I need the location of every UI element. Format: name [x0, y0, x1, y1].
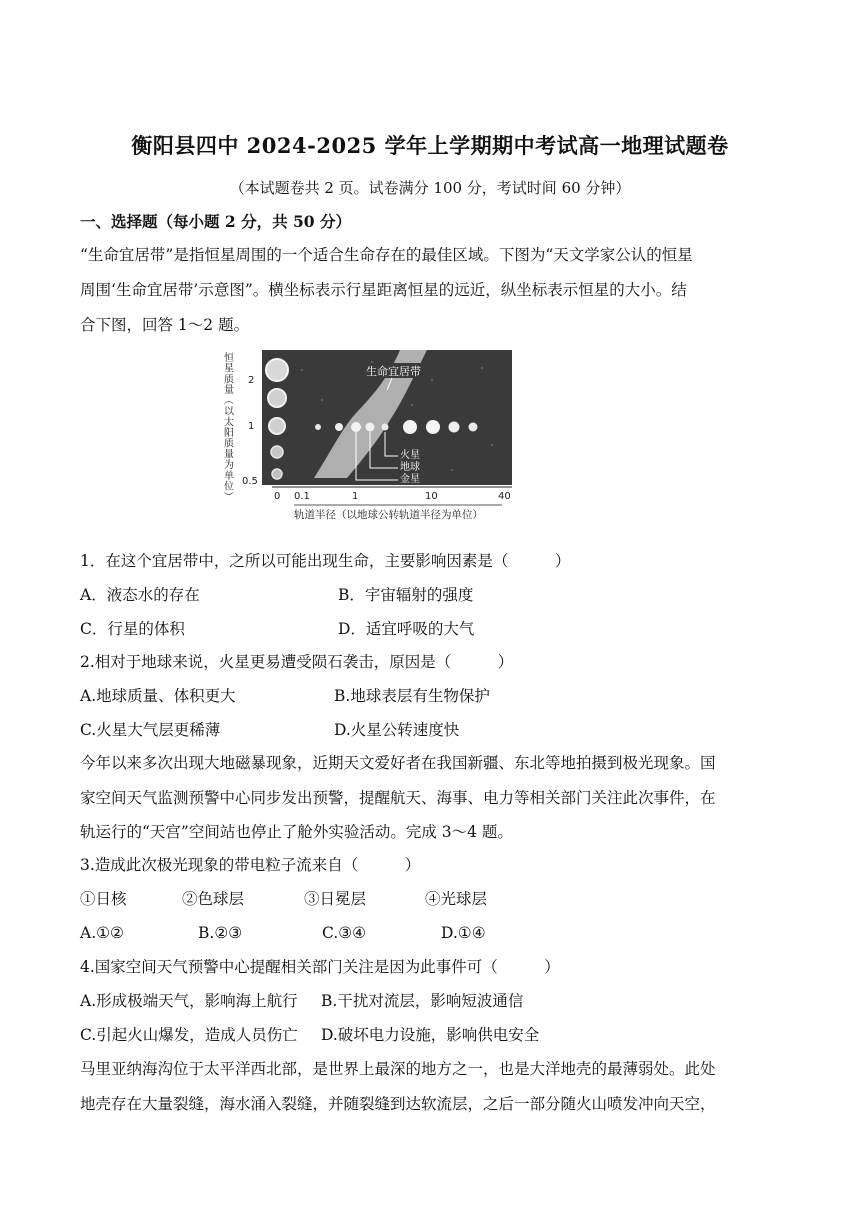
q1-option-c: C．行星的体积: [80, 620, 185, 638]
figure-ylabel-char: 量: [224, 449, 234, 461]
figure-ylabel-char: ）: [222, 491, 233, 502]
intro1-line-2: 周围‘生命宜居带’示意图”。横坐标表示行星距离恒星的远近，纵坐标表示恒星的大小。结: [80, 281, 687, 299]
xtick-10: 10: [425, 491, 438, 502]
ytick-1: 1: [248, 421, 255, 432]
xtick-40: 40: [498, 491, 511, 502]
xtick-0-1: 0.1: [294, 491, 310, 502]
planet-label-earth: 地球: [400, 462, 420, 473]
figure-ylabel-char: 位: [224, 481, 234, 493]
q2-option-d: D.火星公转速度快: [334, 721, 460, 739]
intro3-line-2: 地壳存在大量裂缝，海水涌入裂缝，并随裂缝到达软流层，之后一部分随火山喷发冲向天空，: [80, 1095, 716, 1113]
q3-item-3: ③日冕层: [304, 890, 367, 908]
figure-ylabel-char: 阳: [224, 428, 234, 439]
planet-label-mars: 火星: [400, 450, 420, 461]
figure-ylabel-char: 量: [224, 385, 234, 397]
figure-ylabel-char: 质: [224, 438, 234, 450]
q4-option-d: D.破坏电力设施，影响供电安全: [321, 1026, 540, 1044]
xtick-1: 1: [352, 491, 359, 502]
q2-option-c: C.火星大气层更稀薄: [80, 721, 221, 739]
page-title: 衡阳县四中 2024-2025 学年上学期期中考试高一地理试题卷: [131, 133, 729, 158]
q1-option-d: D．适宜呼吸的大气: [338, 620, 475, 638]
band-label: 生命宜居带: [366, 365, 421, 378]
intro3-line-1: 马里亚纳海沟位于太平洋西北部，是世界上最深的地方之一，也是大洋地壳的最薄弱处。此处: [80, 1060, 716, 1078]
q3-option-a: A.①②: [80, 924, 124, 942]
q2-option-b: B.地球表层有生物保护: [334, 687, 490, 705]
q3-item-2: ②色球层: [182, 890, 245, 908]
q3-option-b: B.②③: [198, 924, 243, 942]
figure-ylabel-char: 星: [224, 363, 234, 375]
q1-stem: 1．在这个宜居带中，之所以可能出现生命，主要影响因素是（ ）: [80, 552, 571, 570]
intro1-line-1: “生命宜居带”是指恒星周围的一个适合生命存在的最佳区域。下图为“天文学家公认的恒星: [80, 246, 693, 264]
intro2-line-3: 轨运行的“天宫”空间站也停止了舱外实验活动。完成 3～4 题。: [80, 823, 513, 841]
q3-option-c: C.③④: [322, 924, 367, 942]
q4-option-a: A.形成极端天气，影响海上航行: [80, 992, 298, 1010]
figure-ylabel-char: 质: [224, 374, 234, 386]
habitable-zone-figure: [222, 350, 522, 522]
figure-ylabel-char: 以: [224, 406, 234, 418]
figure-ylabel: [222, 351, 235, 501]
ytick-0-5: 0.5: [242, 476, 258, 487]
ytick-2: 2: [248, 375, 255, 386]
q2-option-a: A.地球质量、体积更大: [80, 687, 236, 705]
xtick-0: 0: [274, 491, 281, 502]
intro2-line-1: 今年以来多次出现大地磁暴现象，近期天文爱好者在我国新疆、东北等地拍摄到极光现象。国: [80, 754, 716, 772]
q4-option-c: C.引起火山爆发，造成人员伤亡: [80, 1026, 298, 1044]
q1-option-b: B．宇宙辐射的强度: [338, 586, 474, 604]
figure-ylabel-char: 恒: [224, 353, 234, 364]
figure-ylabel-char: 太: [224, 417, 234, 429]
section-heading: 一、选择题（每小题 2 分，共 50 分）: [80, 212, 351, 231]
q4-stem: 4.国家空间天气预警中心提醒相关部门关注是因为此事件可（ ）: [80, 958, 560, 976]
q3-option-d: D.①④: [441, 924, 486, 942]
q3-item-4: ④光球层: [425, 890, 488, 908]
intro1-line-3: 合下图，回答 1～2 题。: [80, 316, 250, 334]
figure-ylabel-char: 单: [224, 470, 234, 482]
exam-subtitle: （本试题卷共 2 页。试卷满分 100 分，考试时间 60 分钟）: [229, 179, 631, 197]
figure-ylabel-char: （: [222, 394, 233, 405]
planet-label-venus: 金星: [400, 474, 420, 485]
figure-xlabel: 轨道半径（以地球公转轨道半径为单位）: [294, 509, 483, 521]
intro2-line-2: 家空间天气监测预警中心同步发出预警，提醒航天、海事、电力等相关部门关注此次事件，在: [80, 789, 716, 807]
q4-option-b: B.干扰对流层，影响短波通信: [321, 992, 524, 1010]
q3-item-1: ①日核: [80, 890, 127, 908]
q2-stem: 2.相对于地球来说，火星更易遭受陨石袭击，原因是（ ）: [80, 653, 514, 671]
q3-stem: 3.造成此次极光现象的带电粒子流来自（ ）: [80, 856, 421, 874]
figure-ylabel-char: 为: [224, 460, 234, 472]
q1-option-a: A．液态水的存在: [80, 586, 200, 604]
